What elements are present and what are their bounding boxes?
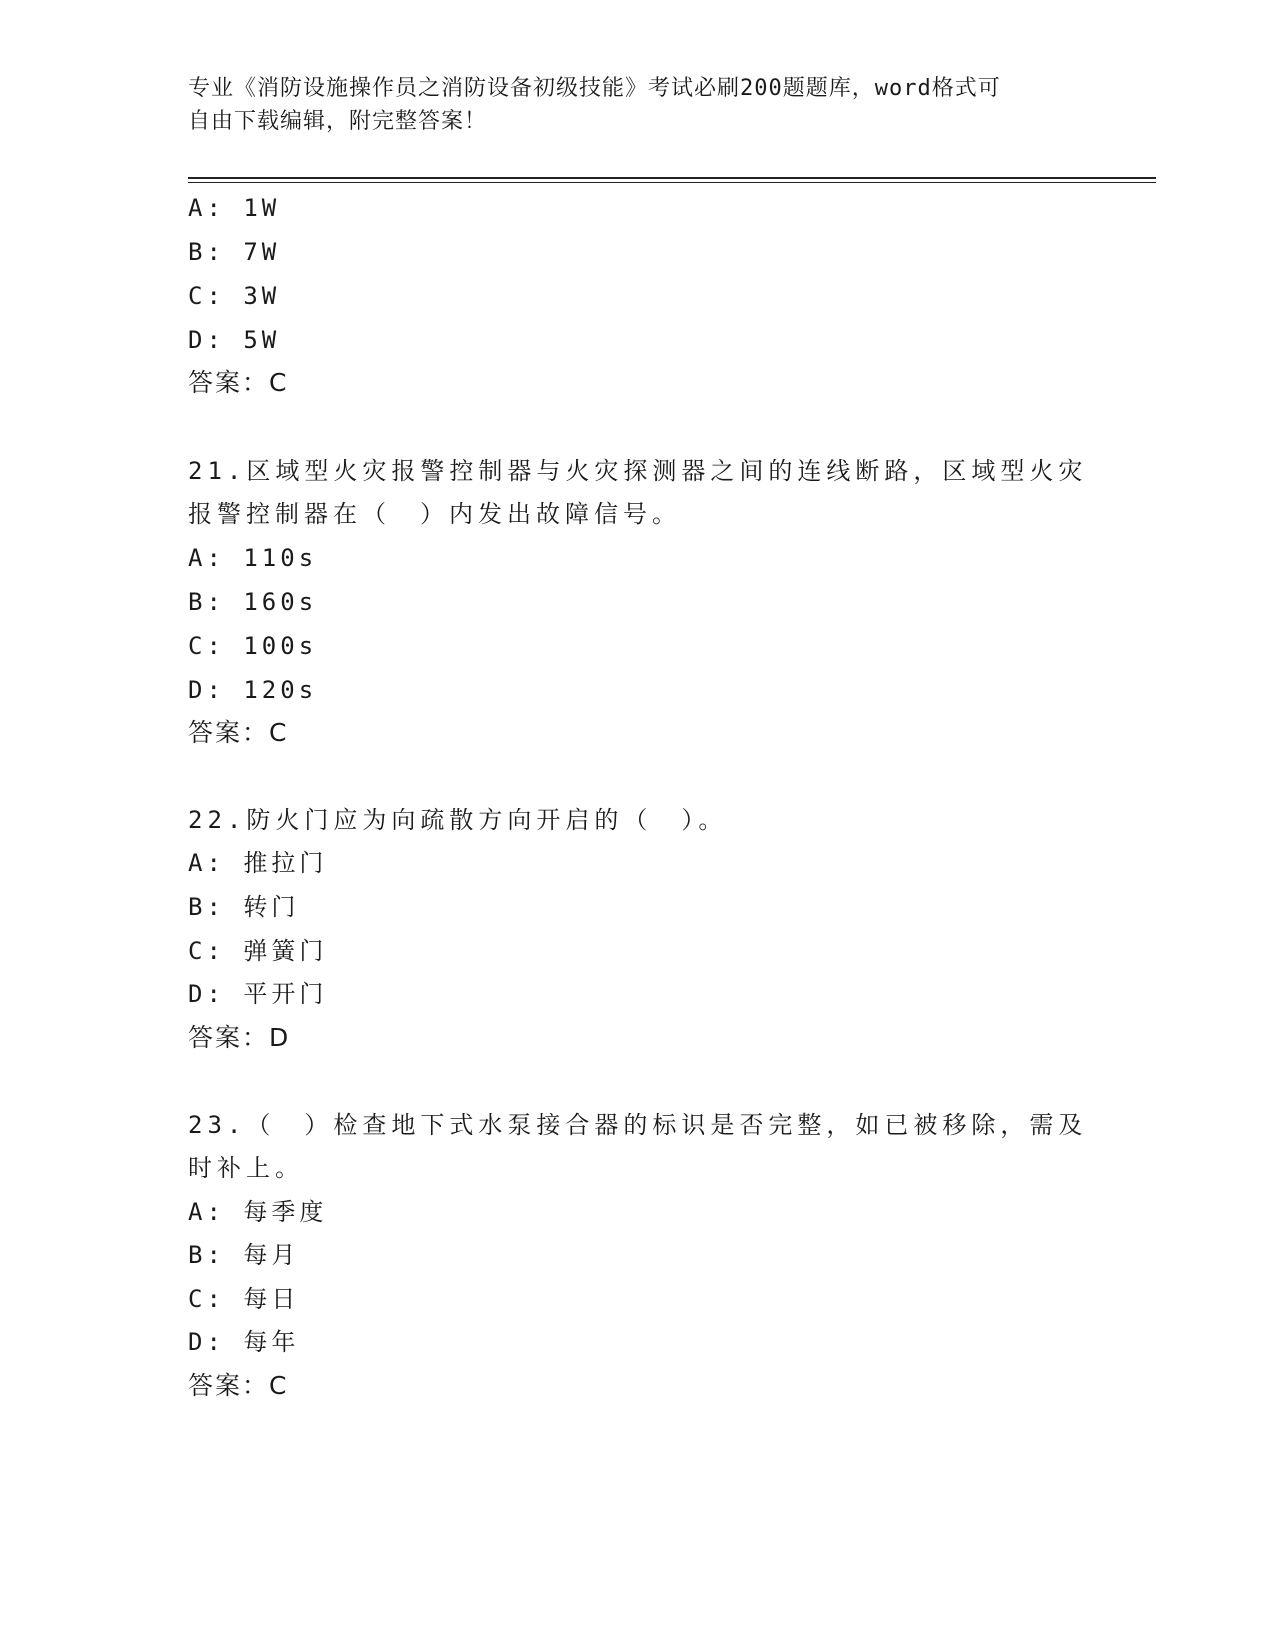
q22-option-c: C: 弹簧门: [188, 937, 328, 965]
q21-option-d: D: 120s: [188, 676, 318, 704]
header-divider-thin: [188, 182, 1156, 183]
q20-option-a: A: 1W: [188, 194, 281, 222]
q23-option-b: B: 每月: [188, 1241, 300, 1269]
document-header: [188, 72, 1068, 138]
q21-option-b: B: 160s: [188, 588, 318, 616]
q20-answer: 答案：C: [188, 368, 289, 397]
q21-option-a: A: 110s: [188, 544, 318, 572]
q23-stem-line-1: 23.（ ）检查地下式水泵接合器的标识是否完整，如已被移除，需及: [188, 1111, 1088, 1139]
header-line-2: 自由下载编辑，附完整答案！: [188, 109, 488, 134]
q21-option-c: C: 100s: [188, 632, 318, 660]
q20-option-b: B: 7W: [188, 238, 281, 266]
q21-stem-line-1: 21.区域型火灾报警控制器与火灾探测器之间的连线断路，区域型火灾: [188, 457, 1088, 485]
q21-answer: 答案：C: [188, 718, 289, 747]
q22-answer: 答案：D: [188, 1023, 291, 1052]
q20-option-d: D: 5W: [188, 326, 281, 354]
q23-option-d: D: 每年: [188, 1328, 300, 1356]
q22-option-d: D: 平开门: [188, 980, 328, 1008]
q22-option-b: B: 转门: [188, 893, 300, 921]
q22-stem-line-1: 22.防火门应为向疏散方向开启的（ ）。: [188, 806, 728, 834]
q22-option-a: A: 推拉门: [188, 849, 328, 877]
q20-option-c: C: 3W: [188, 282, 281, 310]
q23-option-c: C: 每日: [188, 1285, 300, 1313]
header-divider-thick: [188, 177, 1156, 179]
q23-answer: 答案：C: [188, 1371, 289, 1400]
q23-option-a: A: 每季度: [188, 1198, 328, 1226]
q21-stem-line-2: 报警控制器在（ ）内发出故障信号。: [188, 500, 681, 528]
q23-stem-line-2: 时补上。: [188, 1154, 304, 1182]
header-line-1: 专业《消防设施操作员之消防设备初级技能》考试必刷200题题库，word格式可: [188, 76, 1001, 101]
